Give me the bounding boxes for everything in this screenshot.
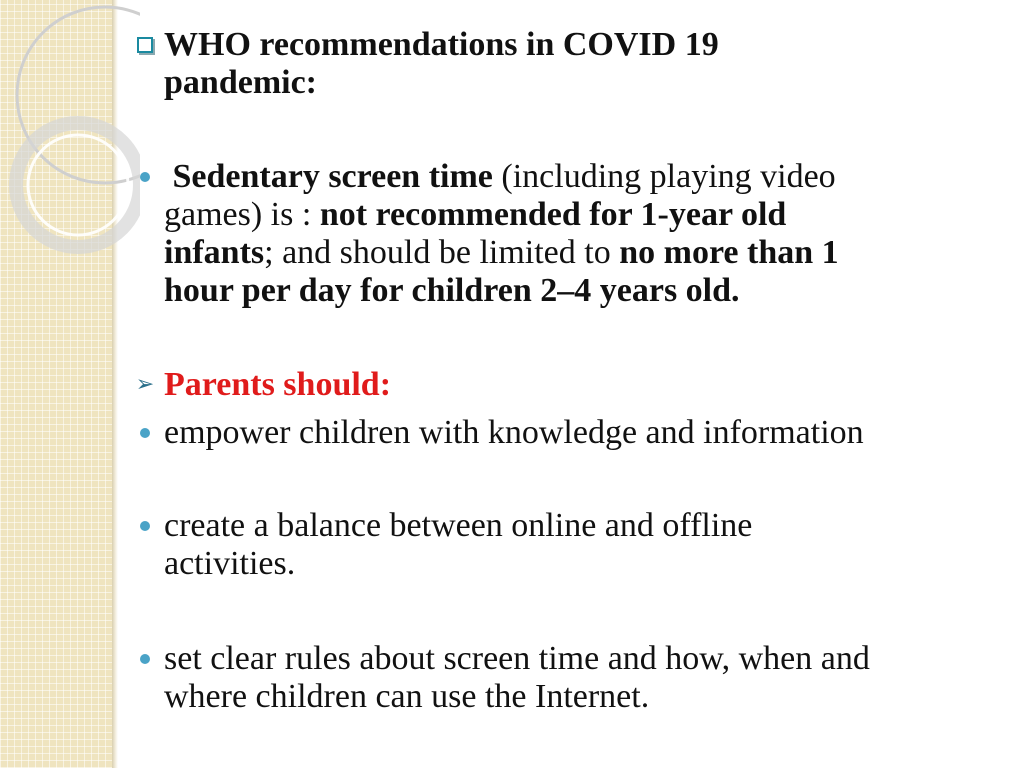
parents-heading: Parents should: (164, 366, 392, 403)
ring-thick (16, 123, 140, 247)
infants-text: infants (164, 234, 265, 271)
title-line-2: pandemic: (164, 64, 317, 101)
title-line-1: WHO recommendations in COVID 19 (164, 26, 719, 63)
screen-time-line-1 (164, 158, 994, 196)
screen-time-line-4: hour per day for children 2–4 years old. (164, 272, 740, 309)
screen-time-line-2 (164, 196, 994, 234)
ring-inner (28, 135, 128, 235)
list-item-line-1: empower children with knowledge and information (164, 414, 864, 451)
not-recommended-text: not recommended for 1-year old (319, 196, 787, 233)
slide-content (130, 0, 1010, 768)
list-item-text (164, 507, 994, 583)
list-item-text (164, 640, 994, 716)
dot-bullet-icon (130, 640, 160, 678)
games-text: games) is : (164, 196, 320, 233)
arrow-bullet-icon: ➢ (135, 372, 155, 397)
square-bullet-icon (130, 26, 160, 64)
dot-bullet-icon (130, 507, 160, 545)
no-more-than-text: no more than 1 (619, 234, 839, 271)
screen-time-text (164, 158, 994, 310)
list-item-line-2: activities. (164, 545, 296, 582)
list-item-line-2: where children can use the Internet. (164, 678, 650, 715)
including-text: (including playing video (492, 158, 836, 195)
decorative-rings (0, 0, 140, 330)
limited-text: ; and should be limited to (264, 234, 620, 271)
dot-bullet-icon (130, 414, 160, 452)
list-item-line-1: set clear rules about screen time and how, when and (164, 640, 870, 677)
screen-time-line-3 (164, 234, 994, 272)
list-item-text (164, 414, 994, 452)
list-item-line-1: create a balance between online and offline (164, 507, 753, 544)
sedentary-screen-time: Sedentary screen time (172, 158, 493, 195)
dot-bullet-icon (130, 158, 160, 196)
slide-title (164, 26, 994, 102)
